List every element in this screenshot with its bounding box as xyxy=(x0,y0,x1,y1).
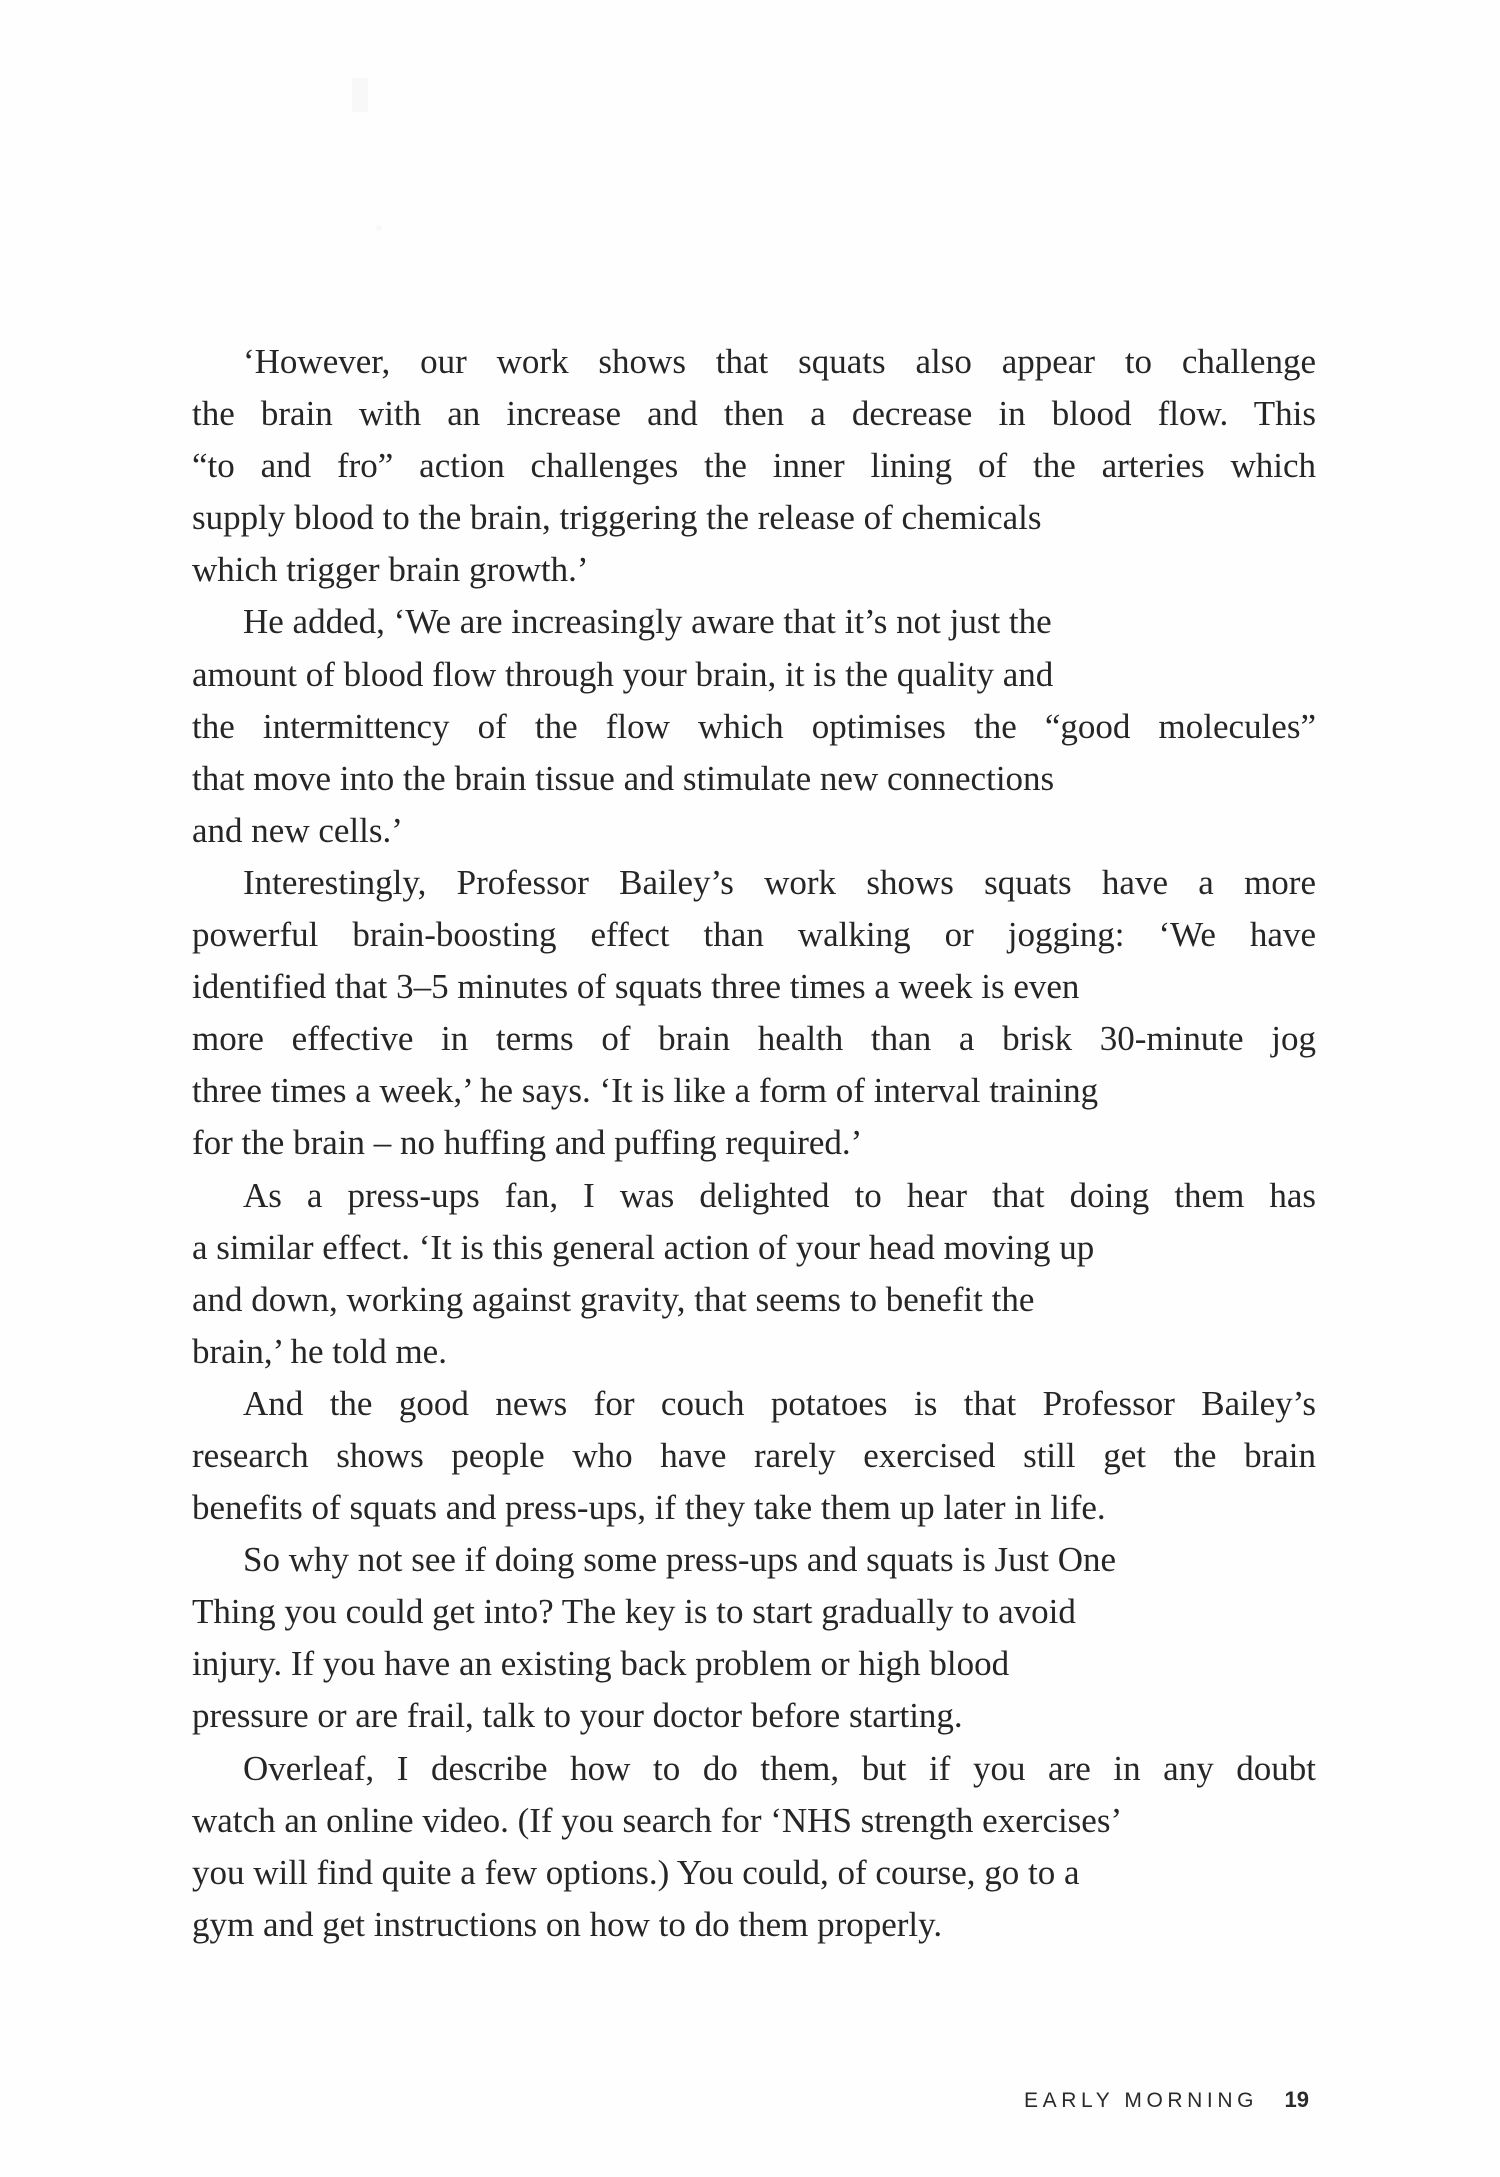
text-line: research shows people who have rarely exercised still get the brain xyxy=(192,1435,1316,1475)
text-line: watch an online video. (If you search for ‘NHS strength exercises’ xyxy=(192,1800,1123,1840)
text-line: gym and get instructions on how to do them properly. xyxy=(192,1904,943,1944)
scan-artifact xyxy=(376,225,382,231)
text-line: pressure or are frail, talk to your doctor before starting. xyxy=(192,1696,963,1736)
text-line: Overleaf, I describe how to do them, but if you are in any doubt xyxy=(243,1748,1316,1788)
text-line: Interestingly, Professor Bailey’s work shows squats have a more xyxy=(243,862,1316,902)
text-line: amount of blood flow through your brain, it is the quality and xyxy=(192,654,1054,694)
text-line: the intermittency of the flow which optimises the “good molecules” xyxy=(192,706,1316,746)
text-line: you will find quite a few options.) You could, of course, go to a xyxy=(192,1852,1080,1892)
paragraph xyxy=(192,1170,1316,1378)
text-line: “to and fro” action challenges the inner lining of the arteries which xyxy=(192,446,1316,486)
text-line: benefits of squats and press-ups, if they take them up later in life. xyxy=(192,1488,1106,1528)
paragraph xyxy=(192,336,1316,596)
text-line: and new cells.’ xyxy=(192,810,403,850)
paragraph xyxy=(192,857,1316,1170)
text-line: more effective in terms of brain health than a brisk 30-minute jog xyxy=(192,1019,1316,1059)
text-line: He added, ‘We are increasingly aware that it’s not just the xyxy=(243,602,1052,642)
running-section-title: EARLY MORNING xyxy=(1024,2089,1259,2112)
text-line: which trigger brain growth.’ xyxy=(192,550,589,590)
text-line: As a press-ups fan, I was delighted to hear that doing them has xyxy=(243,1175,1316,1215)
paragraph xyxy=(192,1378,1316,1534)
text-line: for the brain – no huffing and puffing required.’ xyxy=(192,1123,863,1163)
paragraph xyxy=(192,596,1316,856)
text-line: powerful brain-boosting effect than walking or jogging: ‘We have xyxy=(192,915,1316,955)
scan-artifact xyxy=(352,78,368,112)
text-line: Thing you could get into? The key is to start gradually to avoid xyxy=(192,1592,1076,1632)
text-line: the brain with an increase and then a decrease in blood flow. This xyxy=(192,394,1316,434)
text-line: injury. If you have an existing back problem or high blood xyxy=(192,1644,1010,1684)
text-line: that move into the brain tissue and stimulate new connections xyxy=(192,758,1055,798)
text-line: And the good news for couch potatoes is that Professor Bailey’s xyxy=(243,1383,1316,1423)
text-line: identified that 3–5 minutes of squats three times a week is even xyxy=(192,967,1080,1007)
text-line: and down, working against gravity, that seems to benefit the xyxy=(192,1279,1035,1319)
page-number: 19 xyxy=(1284,2087,1309,2112)
text-line: ‘However, our work shows that squats also appear to challenge xyxy=(243,342,1316,381)
text-line: supply blood to the brain, triggering the release of chemicals xyxy=(192,498,1042,538)
body-text xyxy=(192,336,1316,1951)
paragraph xyxy=(192,1743,1316,1951)
page-footer xyxy=(1024,2087,1309,2113)
paragraph xyxy=(192,1534,1316,1742)
text-line: three times a week,’ he says. ‘It is like a form of interval training xyxy=(192,1071,1099,1111)
text-line: a similar effect. ‘It is this general action of your head moving up xyxy=(192,1227,1095,1267)
text-line: brain,’ he told me. xyxy=(192,1331,447,1371)
text-line: So why not see if doing some press-ups and squats is Just One xyxy=(243,1540,1117,1580)
